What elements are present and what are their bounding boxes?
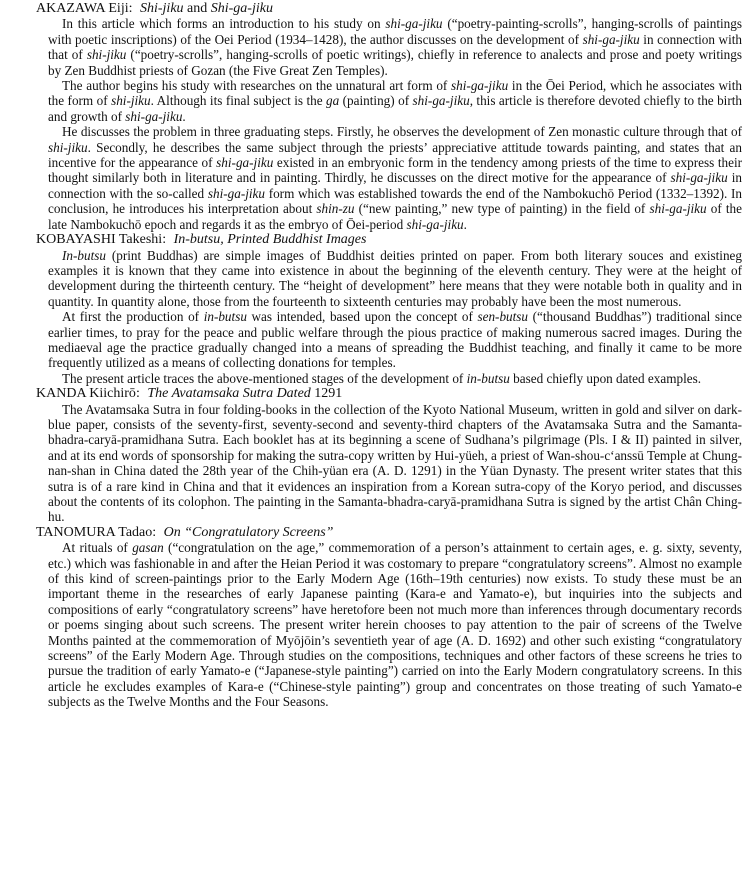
italic-term: In-butsu, Printed Buddhist Images <box>173 232 367 248</box>
paragraph <box>36 16 742 78</box>
article-body <box>36 402 742 525</box>
text-run: . Although its final subject is the <box>150 93 327 109</box>
text-run: (print Buddhas) are simple images of Buddhist deities printed on paper. From both literary souces and existineg examples it is known that they came into existence in about the beginning of the eleventh century. They were at the height of development during the thirteenth century. The “height of development” here means that they were notable both in quality and in quantity. In quantity alone, those from the fourteenth to sixteenth centuries may probably have been the most numerous. <box>48 247 742 309</box>
italic-term: shin-zu <box>316 201 355 217</box>
text-run: The present article traces the above-mentioned stages of the development of <box>62 370 467 386</box>
paragraph <box>36 371 742 386</box>
paragraph <box>36 309 742 371</box>
text-run: 1291 <box>310 386 343 402</box>
italic-term: In-butsu <box>62 247 106 263</box>
text-run: He discusses the problem in three graduating steps. Firstly, he observes the development of Zen monastic culture through that of <box>62 124 742 140</box>
text-run: , this article is therefore devoted chiefly to the birth and growth of <box>48 93 742 124</box>
paragraph <box>36 248 742 310</box>
italic-term: shi-ga-jiku <box>385 16 443 32</box>
italic-term: Shi-ga-jiku <box>210 1 273 16</box>
italic-term: shi-ga-jiku <box>451 78 509 94</box>
author-name: KANDA Kiichirō <box>36 386 136 402</box>
article-body <box>36 248 742 387</box>
text-run: existed in an embryonic form in the tendency among priests of the time to express their thought similarly both in literature and in painting. Thirdly, he discusses on the direct motive for the appearance of <box>48 155 742 186</box>
italic-term: in-butsu <box>203 309 247 325</box>
text-run: (“congratulation on the age,” commemoration of a person’s attainment to certain ages, e. g. sixty, seventy, etc.) which was fashionable in and after the Heian Period it was costomary to prepare “congratulatory screens”. Almost no example of this kind of screen-paintings prior to the Early Modern Age (16th–19th centuries) now exists. To study these must be an important theme in the researches of early Japanese painting (Kara-e and Yamato-e), but inquiries into the subjects and compositions of early “congratulatory screens” have heretofore been not much more than inferences through documentary records or poems singing about such screens. The present writer herein chooses to pay attention to the pair of screens of the Twelve Months painted at the commemoration of Myōjōin’s seventieth year of age (A. D. 1692) and other such existing “congratulatory screens” of the Early Modern Age. Through studies on the compositions, techniques and other factors of these screens he tries to pursue the tradition of early Yamato-e (“Japanese-style painting”) carried on into the Early Modern congratulatory screens. In this article he excludes examples of Kara-e (“Chinese-style painting”) group and concentrates on those treating of such Yamato-e subjects as the Twelve Months and the Four Seasons. <box>48 540 742 710</box>
italic-term: shi-ga-jiku <box>582 31 640 47</box>
text-run: (“thousand Buddhas”) traditional since earlier times, to pray for the peace and public welfare through the pious practice of making numerous sacred images. During the mediaeval age the practice gradually changed into a means of spreading the Buddhist teaching, and finally it came to be more frequently utilized as a means of collecting donations for temples. <box>48 309 743 371</box>
italic-term: shi-ga-jiku <box>649 201 707 217</box>
italic-term: shi-ga-jiku <box>125 108 183 124</box>
text-run: . <box>182 108 186 124</box>
italic-term: ga <box>326 93 340 109</box>
article-heading <box>36 386 742 401</box>
article-heading <box>36 525 742 540</box>
italic-term: shi-ga-jiku <box>670 170 728 186</box>
author-name: KOBAYASHI Takeshi <box>36 232 163 248</box>
paragraph <box>36 540 742 709</box>
text-run: At rituals of <box>62 540 133 556</box>
text-run: At first the production of <box>62 309 204 325</box>
article-heading <box>36 232 742 247</box>
text-run: in the Ōei Period, which he associates with the form of <box>48 78 742 109</box>
text-run: in connection with the so-called <box>48 170 742 201</box>
heading-separator: : <box>135 386 140 402</box>
italic-term: gasan <box>132 540 164 556</box>
heading-separator: : <box>162 232 167 248</box>
article-kobayashi <box>36 232 742 386</box>
article-kanda <box>36 386 742 525</box>
italic-term: sen-butsu <box>477 309 529 325</box>
paragraph <box>36 402 742 525</box>
italic-term: shi-jiku <box>48 139 88 155</box>
paragraph <box>36 78 742 124</box>
article-title <box>174 232 367 247</box>
article-heading <box>36 1 742 16</box>
article-tanomura <box>36 525 742 710</box>
italic-term: The Avatamsaka Sutra Dated <box>147 386 311 402</box>
article-title <box>164 525 334 540</box>
text-run: form which was established towards the end of the Nambokuchō Period (1332–1392). In conclusion, he introduces his interpretation about <box>48 185 743 217</box>
text-run: (“poetry-painting-scrolls”, hanging-scrolls of paintings with poetic inscriptions) of the Oei Period (1934–1428), the author discusses on the development of <box>48 16 742 47</box>
article-akazawa <box>36 1 742 232</box>
text-run: was intended, based upon the concept of <box>246 309 478 325</box>
italic-term: in-butsu <box>466 370 510 386</box>
heading-separator: : <box>128 1 133 16</box>
text-run: The Avatamsaka Sutra in four folding-books in the collection of the Kyoto National Museum, written in gold and silver on dark-blue paper, consists of the seventy-first, seventy-second and seventy-third chapters of the Avatamsaka Sutra and the Samanta-bhadra-caryā-pramidhana Sutra. Each booklet has at its beginning a scene of Sudhana’s pilgrimage (Pls. I & II) painted in silver, and at its end words of sponsorship for making the sutra-copy written by Hui-yüeh, a priest of Wan-shou-c‘anssū Temple at Chung-nan-shan in China dated the 28th year of the Chih-yüan era (A. D. 1291) in the Yüan Dynasty. The present writer states that this sutra is of a rare kind in China and that it evidences an inspiration from a Korean sutra-copy of the Koryo period, and discusses about the contents of its colophon. The painting in the Samanta-bhadra-caryā-pramidhana Sutra is signed by the artist Chân Ching-hu. <box>48 401 742 525</box>
italic-term: shi-ga-jiku <box>207 185 265 201</box>
author-name: TANOMURA Tadao <box>36 524 153 540</box>
text-run: in connection with that of <box>48 31 742 63</box>
text-run: The author begins his study with researches on the unnatural art form of <box>62 78 452 94</box>
author-name: AKAZAWA Eiji <box>36 1 129 16</box>
italic-term: shi-ga-jiku <box>412 93 470 109</box>
italic-term: shi-ga-jiku <box>216 155 274 171</box>
italic-term: Shi-jiku <box>139 1 184 16</box>
text-run: based chiefly upon dated examples. <box>509 370 702 386</box>
text-run: . Secondly, he describes the same subject through the priests’ appreciative attitude towards painting, and states that an incentive for the appearance of <box>48 139 742 171</box>
heading-separator: : <box>152 524 157 540</box>
italic-term: shi-jiku <box>86 47 127 63</box>
text-run: (“new painting,” new type of painting) in the field of <box>354 201 650 217</box>
article-title <box>147 386 342 401</box>
text-run: (“poetry-scrolls”, hanging-scrolls of poetic writings), chiefly in reference to analects and prose and poety writings by Zen Buddhist priests of Gozan (the Five Great Zen Temples). <box>48 47 742 78</box>
text-run: (painting) of <box>339 93 413 109</box>
paragraph <box>36 124 742 232</box>
text-run: and <box>183 1 211 16</box>
text-run: In this article which forms an introduction to his study on <box>62 16 386 32</box>
article-title <box>140 1 273 16</box>
italic-term: On “Congratulatory Screens” <box>163 524 334 540</box>
text-run: . <box>463 216 467 232</box>
text-run: of the late Nambokuchō epoch and regards it as the embryo of Ōei-period <box>48 201 742 232</box>
article-body <box>36 16 742 232</box>
article-body <box>36 540 742 709</box>
italic-term: shi-ga-jiku <box>406 216 464 232</box>
italic-term: shi-jiku <box>111 93 151 109</box>
